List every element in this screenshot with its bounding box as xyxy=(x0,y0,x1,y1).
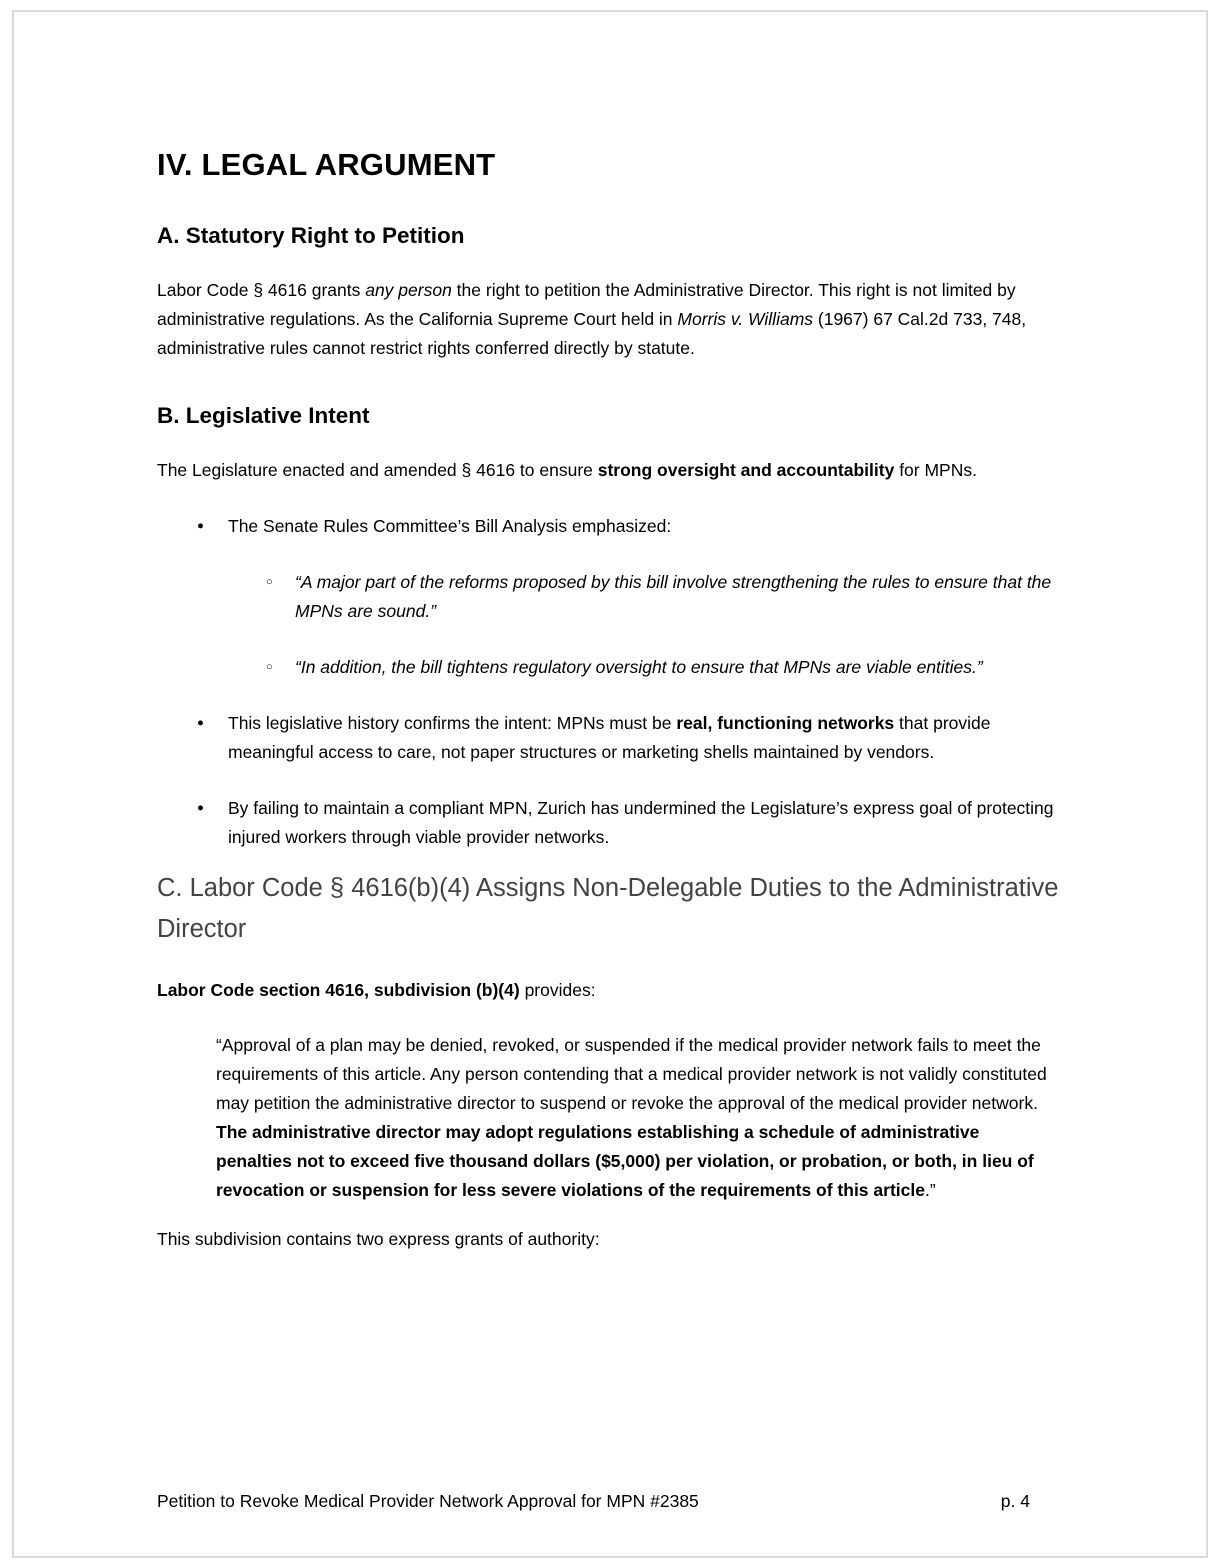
text-segment-bold: real, functioning networks xyxy=(676,713,895,733)
text-segment-bold: The administrative director may adopt regulations establishing a schedule of administrative penalties not to exceed five thousand dollars ($5,000) per violation, or probation, or both, in lieu of revocation or suspension for less severe violations of the requirements of this article xyxy=(216,1122,1034,1200)
text-segment: (1967) 67 Cal.2d 733, 748, administrative rules cannot restrict rights conferred directly by statute. xyxy=(157,309,1027,358)
text-segment: The Legislature enacted and amended § 4616 to ensure xyxy=(157,460,598,480)
bullet-icon: ● xyxy=(197,717,204,729)
document-content xyxy=(157,12,1060,1254)
text-segment-italic: any person xyxy=(365,280,452,300)
list-item-text: The Senate Rules Committee’s Bill Analysis emphasized: xyxy=(228,516,672,536)
page-footer xyxy=(157,1487,1060,1516)
text-segment: This legislative history confirms the intent: MPNs must be xyxy=(228,713,677,733)
bullet-icon: ● xyxy=(197,802,204,814)
list-item-senate-rules xyxy=(157,512,1060,541)
document-page xyxy=(12,10,1208,1558)
heading-legal-argument: IV. LEGAL ARGUMENT xyxy=(157,147,496,182)
text-segment: that provide meaningful access to care, not paper structures or marketing shells maintained by vendors. xyxy=(228,713,991,762)
paragraph-subdivision-intro xyxy=(157,976,1060,1005)
text-segment: Labor Code § 4616 grants xyxy=(157,280,366,300)
text-segment-bold: Labor Code section 4616, subdivision (b)(4) xyxy=(157,980,520,1000)
statute-block-quote xyxy=(216,1031,1060,1205)
paragraph-statutory-right xyxy=(157,276,1060,363)
text-segment: .” xyxy=(924,1180,936,1200)
text-segment: the right to petition the Administrative Director. This right is not limited by administrative regulations. As the California Supreme Court held in xyxy=(157,280,1016,329)
text-segment-italic: Morris v. Williams xyxy=(677,309,814,329)
list-item-text: By failing to maintain a compliant MPN, Zurich has undermined the Legislature’s express goal of protecting injured workers through viable provider networks. xyxy=(228,798,1054,847)
text-segment: for MPNs. xyxy=(894,460,977,480)
paragraph-legislative-intent xyxy=(157,456,1060,485)
sub-list-item-quote-oversight xyxy=(157,653,1060,682)
list-item-zurich-failure xyxy=(157,794,1060,852)
paragraph-closing: This subdivision contains two express grants of authority: xyxy=(157,1229,600,1249)
text-segment: “Approval of a plan may be denied, revoked, or suspended if the medical provider network fails to meet the requirements of this article. Any person contending that a medical provider network is not validly constituted may petition the administrative director to suspend or revoke the approval of the medical provider network. xyxy=(216,1035,1047,1113)
sub-bullet-list xyxy=(157,568,1060,682)
sub-list-item-quote-reforms xyxy=(157,568,1060,626)
bullet-icon: ● xyxy=(197,520,204,532)
sub-list-item-text: “A major part of the reforms proposed by this bill involve strengthening the rules to ensure that the MPNs are sound.” xyxy=(295,572,1052,621)
list-item-legislative-history xyxy=(157,709,1060,767)
bullet-list xyxy=(157,512,1060,852)
sub-list-item-text: “In addition, the bill tightens regulatory oversight to ensure that MPNs are viable entities.” xyxy=(295,657,983,677)
circle-bullet-icon: ○ xyxy=(266,576,273,588)
heading-legislative-intent: B. Legislative Intent xyxy=(157,403,370,428)
text-segment: provides: xyxy=(519,980,596,1000)
page-number: p. 4 xyxy=(1000,1491,1030,1511)
list-item-text xyxy=(228,709,1060,767)
heading-statutory-right: A. Statutory Right to Petition xyxy=(157,223,465,248)
circle-bullet-icon: ○ xyxy=(266,661,273,673)
footer-title: Petition to Revoke Medical Provider Network Approval for MPN #2385 xyxy=(157,1491,699,1511)
text-segment-bold: strong oversight and accountability xyxy=(597,460,895,480)
heading-non-delegable-duties: C. Labor Code § 4616(b)(4) Assigns Non-Delegable Duties to the Administrative Director xyxy=(157,874,1059,943)
